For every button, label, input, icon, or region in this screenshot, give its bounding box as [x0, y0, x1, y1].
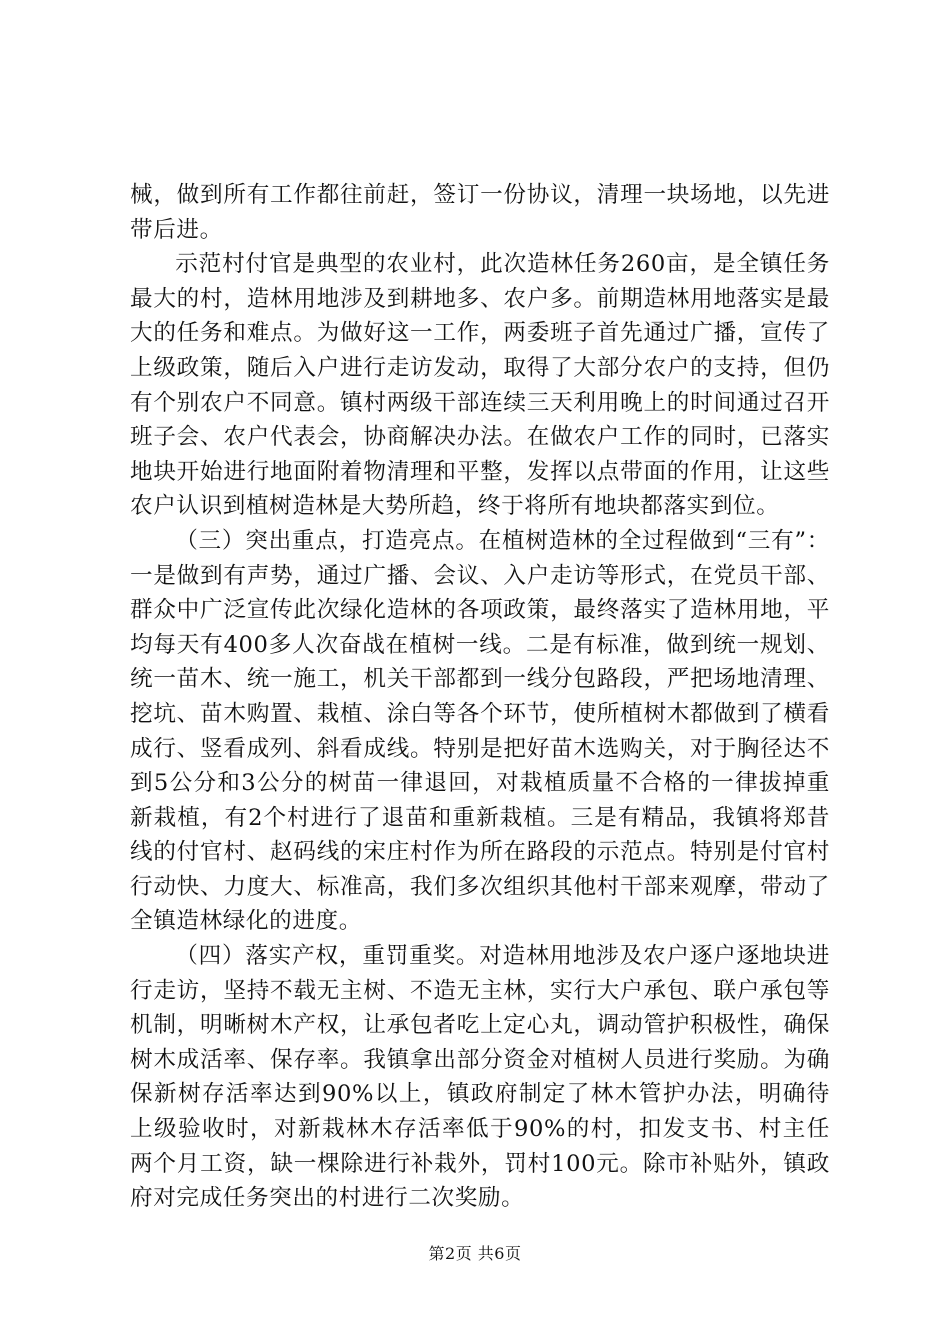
paragraph-continuation: 械，做到所有工作都往前赶，签订一份协议，清理一块场地，以先进带后进。 — [130, 182, 830, 243]
paragraph-section-four: （四）落实产权，重罚重奖。对造林用地涉及农户逐户逐地块进行走访，坚持不载无主树、不造无主林，实行大户承包、联户承包等机制，明晰树木产权，让承包者吃上定心丸，调动管护积极性，确保树木成活率、保存率。我镇拿出部分资金对植树人员进行奖励。为确保新树存活率达到90%以上，镇政府制定了林木管护办法，明确待上级验收时，对新栽林木存活率低于90%的村，扣发支书、村主任两个月工资，缺一棵除进行补栽外，罚村100元。除市补贴外，镇政府对完成任务突出的村进行二次奖励。 — [130, 943, 830, 1212]
paragraph-section-three: （三）突出重点，打造亮点。在植树造林的全过程做到“三有”：一是做到有声势，通过广播、会议、入户走访等形式，在党员干部、群众中广泛宣传此次绿化造林的各项政策，最终落实了造林用地，平均每天有400多人次奋战在植树一线。二是有标准，做到统一规划、统一苗木、统一施工，机关干部都到一线分包路段，严把场地清理、挖坑、苗木购置、栽植、涂白等各个环节，使所植树木都做到了横看成行、竖看成列、斜看成线。特别是把好苗木选购关，对于胸径达不到5公分和3公分的树苗一律退回，对栽植质量不合格的一律拔掉重新栽植，有2个村进行了退苗和重新栽植。三是有精品，我镇将郑昔线的付官村、赵码线的宋庄村作为所在路段的示范点。特别是付官村行动快、力度大、标准高，我们多次组织其他村干部来观摩，带动了全镇造林绿化的进度。 — [130, 527, 830, 935]
document-body — [130, 178, 830, 1216]
paragraph-demo-village: 示范村付官是典型的农业村，此次造林任务260亩，是全镇任务最大的村，造林用地涉及到耕地多、农户多。前期造林用地落实是最大的任务和难点。为做好这一工作，两委班子首先通过广播，宣传了上级政策，随后入户进行走访发动，取得了大部分农户的支持，但仍有个别农户不同意。镇村两级干部连续三天利用晚上的时间通过召开班子会、农户代表会，协商解决办法。在做农户工作的同时，已落实地块开始进行地面附着物清理和平整，发挥以点带面的作用，让这些农户认识到植树造林是大势所趋，终于将所有地块都落实到位。 — [130, 251, 830, 520]
page-number-footer: 第2页 共6页 — [428, 1244, 522, 1263]
